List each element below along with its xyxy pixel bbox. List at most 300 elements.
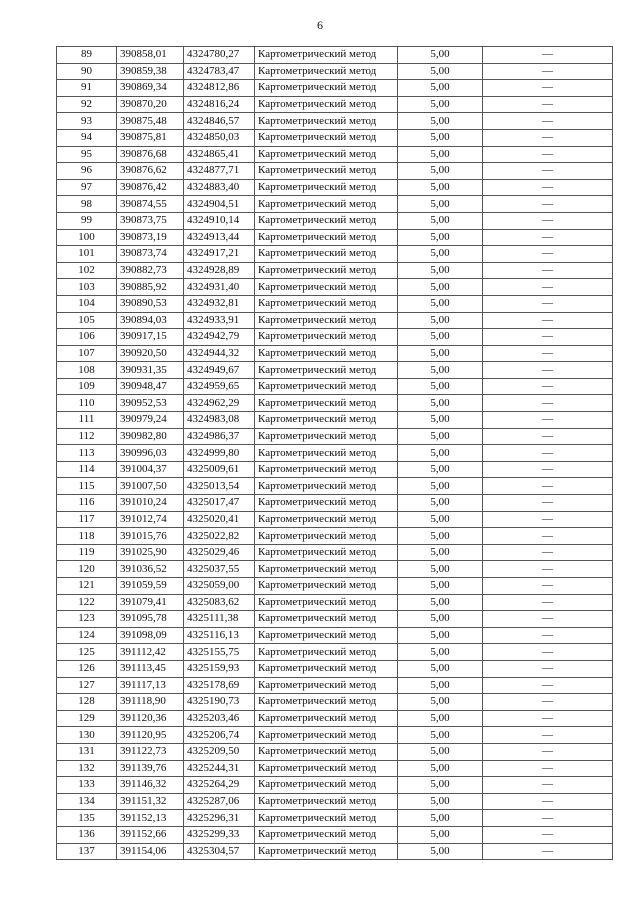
- point-number-cell: 93: [57, 113, 117, 130]
- description-cell: —: [483, 229, 613, 246]
- method-cell: Картометрический метод: [255, 743, 398, 760]
- y-coordinate-cell: 4324983,08: [184, 412, 255, 429]
- method-cell: Картометрический метод: [255, 295, 398, 312]
- x-coordinate-cell: 390876,68: [117, 146, 184, 163]
- table-row: [57, 96, 613, 113]
- method-cell: Картометрический метод: [255, 312, 398, 329]
- accuracy-cell: 5,00: [398, 212, 483, 229]
- description-cell: —: [483, 345, 613, 362]
- point-number-cell: 92: [57, 96, 117, 113]
- accuracy-cell: 5,00: [398, 312, 483, 329]
- table-row: [57, 146, 613, 163]
- x-coordinate-cell: 391139,76: [117, 760, 184, 777]
- y-coordinate-cell: 4324904,51: [184, 196, 255, 213]
- method-cell: Картометрический метод: [255, 445, 398, 462]
- y-coordinate-cell: 4324932,81: [184, 295, 255, 312]
- x-coordinate-cell: 391152,13: [117, 810, 184, 827]
- table-row: [57, 345, 613, 362]
- accuracy-cell: 5,00: [398, 793, 483, 810]
- y-coordinate-cell: 4324865,41: [184, 146, 255, 163]
- table-row: [57, 63, 613, 80]
- table-row: [57, 412, 613, 429]
- x-coordinate-cell: 390858,01: [117, 47, 184, 64]
- point-number-cell: 114: [57, 461, 117, 478]
- y-coordinate-cell: 4325059,00: [184, 578, 255, 595]
- point-number-cell: 136: [57, 826, 117, 843]
- accuracy-cell: 5,00: [398, 544, 483, 561]
- table-row: [57, 229, 613, 246]
- description-cell: —: [483, 362, 613, 379]
- accuracy-cell: 5,00: [398, 826, 483, 843]
- method-cell: Картометрический метод: [255, 594, 398, 611]
- y-coordinate-cell: 4325296,31: [184, 810, 255, 827]
- x-coordinate-cell: 390890,53: [117, 295, 184, 312]
- y-coordinate-cell: 4324816,24: [184, 96, 255, 113]
- y-coordinate-cell: 4324812,86: [184, 80, 255, 97]
- table-row: [57, 163, 613, 180]
- description-cell: —: [483, 428, 613, 445]
- description-cell: —: [483, 710, 613, 727]
- x-coordinate-cell: 391010,24: [117, 495, 184, 512]
- description-cell: —: [483, 810, 613, 827]
- table-row: [57, 544, 613, 561]
- y-coordinate-cell: 4324999,80: [184, 445, 255, 462]
- x-coordinate-cell: 391095,78: [117, 611, 184, 628]
- table-row: [57, 826, 613, 843]
- coordinates-table-body: [57, 47, 613, 860]
- x-coordinate-cell: 390952,53: [117, 395, 184, 412]
- x-coordinate-cell: 390873,19: [117, 229, 184, 246]
- method-cell: Картометрический метод: [255, 412, 398, 429]
- description-cell: —: [483, 760, 613, 777]
- point-number-cell: 94: [57, 129, 117, 146]
- y-coordinate-cell: 4325190,73: [184, 694, 255, 711]
- x-coordinate-cell: 390876,62: [117, 163, 184, 180]
- point-number-cell: 131: [57, 743, 117, 760]
- table-row: [57, 627, 613, 644]
- description-cell: —: [483, 594, 613, 611]
- accuracy-cell: 5,00: [398, 727, 483, 744]
- description-cell: —: [483, 611, 613, 628]
- x-coordinate-cell: 390882,73: [117, 262, 184, 279]
- description-cell: —: [483, 727, 613, 744]
- accuracy-cell: 5,00: [398, 760, 483, 777]
- table-row: [57, 246, 613, 263]
- table-row: [57, 495, 613, 512]
- y-coordinate-cell: 4325029,46: [184, 544, 255, 561]
- x-coordinate-cell: 391098,09: [117, 627, 184, 644]
- y-coordinate-cell: 4325013,54: [184, 478, 255, 495]
- y-coordinate-cell: 4324928,89: [184, 262, 255, 279]
- table-row: [57, 461, 613, 478]
- table-row: [57, 196, 613, 213]
- table-row: [57, 212, 613, 229]
- y-coordinate-cell: 4324962,29: [184, 395, 255, 412]
- x-coordinate-cell: 391036,52: [117, 561, 184, 578]
- table-row: [57, 810, 613, 827]
- accuracy-cell: 5,00: [398, 196, 483, 213]
- y-coordinate-cell: 4324959,65: [184, 378, 255, 395]
- method-cell: Картометрический метод: [255, 760, 398, 777]
- accuracy-cell: 5,00: [398, 80, 483, 97]
- method-cell: Картометрический метод: [255, 96, 398, 113]
- point-number-cell: 99: [57, 212, 117, 229]
- table-row: [57, 760, 613, 777]
- table-row: [57, 660, 613, 677]
- x-coordinate-cell: 390876,42: [117, 179, 184, 196]
- x-coordinate-cell: 391122,73: [117, 743, 184, 760]
- method-cell: Картометрический метод: [255, 710, 398, 727]
- description-cell: —: [483, 146, 613, 163]
- point-number-cell: 95: [57, 146, 117, 163]
- x-coordinate-cell: 390982,80: [117, 428, 184, 445]
- method-cell: Картометрический метод: [255, 279, 398, 296]
- point-number-cell: 116: [57, 495, 117, 512]
- description-cell: —: [483, 412, 613, 429]
- accuracy-cell: 5,00: [398, 129, 483, 146]
- x-coordinate-cell: 390875,48: [117, 113, 184, 130]
- table-row: [57, 727, 613, 744]
- y-coordinate-cell: 4324931,40: [184, 279, 255, 296]
- description-cell: —: [483, 677, 613, 694]
- y-coordinate-cell: 4325017,47: [184, 495, 255, 512]
- accuracy-cell: 5,00: [398, 743, 483, 760]
- accuracy-cell: 5,00: [398, 578, 483, 595]
- accuracy-cell: 5,00: [398, 395, 483, 412]
- point-number-cell: 128: [57, 694, 117, 711]
- y-coordinate-cell: 4324986,37: [184, 428, 255, 445]
- description-cell: —: [483, 63, 613, 80]
- point-number-cell: 105: [57, 312, 117, 329]
- y-coordinate-cell: 4325037,55: [184, 561, 255, 578]
- description-cell: —: [483, 80, 613, 97]
- table-row: [57, 528, 613, 545]
- x-coordinate-cell: 391120,36: [117, 710, 184, 727]
- method-cell: Картометрический метод: [255, 395, 398, 412]
- x-coordinate-cell: 390873,75: [117, 212, 184, 229]
- table-row: [57, 179, 613, 196]
- description-cell: —: [483, 395, 613, 412]
- method-cell: Картометрический метод: [255, 561, 398, 578]
- description-cell: —: [483, 627, 613, 644]
- point-number-cell: 104: [57, 295, 117, 312]
- y-coordinate-cell: 4325203,46: [184, 710, 255, 727]
- y-coordinate-cell: 4324783,47: [184, 63, 255, 80]
- accuracy-cell: 5,00: [398, 594, 483, 611]
- x-coordinate-cell: 390869,34: [117, 80, 184, 97]
- method-cell: Картометрический метод: [255, 47, 398, 64]
- description-cell: —: [483, 544, 613, 561]
- method-cell: Картометрический метод: [255, 544, 398, 561]
- accuracy-cell: 5,00: [398, 511, 483, 528]
- point-number-cell: 100: [57, 229, 117, 246]
- y-coordinate-cell: 4324942,79: [184, 329, 255, 346]
- point-number-cell: 112: [57, 428, 117, 445]
- y-coordinate-cell: 4325111,38: [184, 611, 255, 628]
- x-coordinate-cell: 390859,38: [117, 63, 184, 80]
- description-cell: —: [483, 378, 613, 395]
- description-cell: —: [483, 212, 613, 229]
- table-row: [57, 362, 613, 379]
- description-cell: —: [483, 660, 613, 677]
- method-cell: Картометрический метод: [255, 329, 398, 346]
- x-coordinate-cell: 391151,32: [117, 793, 184, 810]
- accuracy-cell: 5,00: [398, 428, 483, 445]
- table-row: [57, 694, 613, 711]
- x-coordinate-cell: 391118,90: [117, 694, 184, 711]
- table-row: [57, 279, 613, 296]
- y-coordinate-cell: 4325022,82: [184, 528, 255, 545]
- table-row: [57, 295, 613, 312]
- x-coordinate-cell: 390894,03: [117, 312, 184, 329]
- method-cell: Картометрический метод: [255, 694, 398, 711]
- y-coordinate-cell: 4324913,44: [184, 229, 255, 246]
- accuracy-cell: 5,00: [398, 495, 483, 512]
- x-coordinate-cell: 391120,95: [117, 727, 184, 744]
- method-cell: Картометрический метод: [255, 212, 398, 229]
- y-coordinate-cell: 4324877,71: [184, 163, 255, 180]
- description-cell: —: [483, 777, 613, 794]
- x-coordinate-cell: 391146,32: [117, 777, 184, 794]
- accuracy-cell: 5,00: [398, 777, 483, 794]
- y-coordinate-cell: 4324949,67: [184, 362, 255, 379]
- x-coordinate-cell: 391012,74: [117, 511, 184, 528]
- method-cell: Картометрический метод: [255, 146, 398, 163]
- table-row: [57, 578, 613, 595]
- point-number-cell: 121: [57, 578, 117, 595]
- accuracy-cell: 5,00: [398, 710, 483, 727]
- point-number-cell: 120: [57, 561, 117, 578]
- method-cell: Картометрический метод: [255, 113, 398, 130]
- table-row: [57, 793, 613, 810]
- accuracy-cell: 5,00: [398, 96, 483, 113]
- table-row: [57, 445, 613, 462]
- description-cell: —: [483, 528, 613, 545]
- y-coordinate-cell: 4324846,57: [184, 113, 255, 130]
- description-cell: —: [483, 196, 613, 213]
- description-cell: —: [483, 163, 613, 180]
- accuracy-cell: 5,00: [398, 528, 483, 545]
- method-cell: Картометрический метод: [255, 262, 398, 279]
- x-coordinate-cell: 391154,06: [117, 843, 184, 860]
- description-cell: —: [483, 644, 613, 661]
- method-cell: Картометрический метод: [255, 793, 398, 810]
- y-coordinate-cell: 4325287,06: [184, 793, 255, 810]
- point-number-cell: 90: [57, 63, 117, 80]
- accuracy-cell: 5,00: [398, 660, 483, 677]
- page-number: 6: [317, 18, 323, 32]
- method-cell: Картометрический метод: [255, 362, 398, 379]
- description-cell: —: [483, 246, 613, 263]
- description-cell: —: [483, 179, 613, 196]
- description-cell: —: [483, 694, 613, 711]
- table-row: [57, 777, 613, 794]
- x-coordinate-cell: 391117,13: [117, 677, 184, 694]
- accuracy-cell: 5,00: [398, 843, 483, 860]
- y-coordinate-cell: 4324910,14: [184, 212, 255, 229]
- accuracy-cell: 5,00: [398, 412, 483, 429]
- accuracy-cell: 5,00: [398, 378, 483, 395]
- accuracy-cell: 5,00: [398, 345, 483, 362]
- method-cell: Картометрический метод: [255, 196, 398, 213]
- y-coordinate-cell: 4324780,27: [184, 47, 255, 64]
- description-cell: —: [483, 561, 613, 578]
- method-cell: Картометрический метод: [255, 129, 398, 146]
- y-coordinate-cell: 4325206,74: [184, 727, 255, 744]
- y-coordinate-cell: 4324933,91: [184, 312, 255, 329]
- table-row: [57, 80, 613, 97]
- x-coordinate-cell: 390873,74: [117, 246, 184, 263]
- table-row: [57, 561, 613, 578]
- point-number-cell: 110: [57, 395, 117, 412]
- x-coordinate-cell: 391007,50: [117, 478, 184, 495]
- y-coordinate-cell: 4324944,32: [184, 345, 255, 362]
- accuracy-cell: 5,00: [398, 113, 483, 130]
- point-number-cell: 124: [57, 627, 117, 644]
- method-cell: Картометрический метод: [255, 777, 398, 794]
- x-coordinate-cell: 391025,90: [117, 544, 184, 561]
- description-cell: —: [483, 495, 613, 512]
- description-cell: —: [483, 826, 613, 843]
- point-number-cell: 122: [57, 594, 117, 611]
- x-coordinate-cell: 391015,76: [117, 528, 184, 545]
- point-number-cell: 135: [57, 810, 117, 827]
- table-row: [57, 677, 613, 694]
- y-coordinate-cell: 4325264,29: [184, 777, 255, 794]
- x-coordinate-cell: 390920,50: [117, 345, 184, 362]
- table-row: [57, 262, 613, 279]
- table-row: [57, 644, 613, 661]
- x-coordinate-cell: 390996,03: [117, 445, 184, 462]
- point-number-cell: 103: [57, 279, 117, 296]
- method-cell: Картометрический метод: [255, 428, 398, 445]
- table-row: [57, 843, 613, 860]
- table-row: [57, 378, 613, 395]
- y-coordinate-cell: 4325244,31: [184, 760, 255, 777]
- x-coordinate-cell: 390979,24: [117, 412, 184, 429]
- table-row: [57, 743, 613, 760]
- accuracy-cell: 5,00: [398, 461, 483, 478]
- x-coordinate-cell: 390875,81: [117, 129, 184, 146]
- accuracy-cell: 5,00: [398, 478, 483, 495]
- accuracy-cell: 5,00: [398, 810, 483, 827]
- x-coordinate-cell: 391113,45: [117, 660, 184, 677]
- accuracy-cell: 5,00: [398, 561, 483, 578]
- x-coordinate-cell: 391152,66: [117, 826, 184, 843]
- y-coordinate-cell: 4325178,69: [184, 677, 255, 694]
- accuracy-cell: 5,00: [398, 644, 483, 661]
- y-coordinate-cell: 4325159,93: [184, 660, 255, 677]
- x-coordinate-cell: 391059,59: [117, 578, 184, 595]
- point-number-cell: 117: [57, 511, 117, 528]
- y-coordinate-cell: 4324883,40: [184, 179, 255, 196]
- accuracy-cell: 5,00: [398, 677, 483, 694]
- x-coordinate-cell: 390885,92: [117, 279, 184, 296]
- point-number-cell: 130: [57, 727, 117, 744]
- table-row: [57, 113, 613, 130]
- description-cell: —: [483, 262, 613, 279]
- y-coordinate-cell: 4325020,41: [184, 511, 255, 528]
- y-coordinate-cell: 4325299,33: [184, 826, 255, 843]
- point-number-cell: 98: [57, 196, 117, 213]
- description-cell: —: [483, 47, 613, 64]
- point-number-cell: 106: [57, 329, 117, 346]
- description-cell: —: [483, 279, 613, 296]
- method-cell: Картометрический метод: [255, 63, 398, 80]
- point-number-cell: 133: [57, 777, 117, 794]
- point-number-cell: 101: [57, 246, 117, 263]
- description-cell: —: [483, 312, 613, 329]
- description-cell: —: [483, 113, 613, 130]
- description-cell: —: [483, 843, 613, 860]
- accuracy-cell: 5,00: [398, 627, 483, 644]
- method-cell: Картометрический метод: [255, 229, 398, 246]
- accuracy-cell: 5,00: [398, 694, 483, 711]
- method-cell: Картометрический метод: [255, 727, 398, 744]
- y-coordinate-cell: 4325083,62: [184, 594, 255, 611]
- method-cell: Картометрический метод: [255, 163, 398, 180]
- point-number-cell: 108: [57, 362, 117, 379]
- y-coordinate-cell: 4325116,13: [184, 627, 255, 644]
- x-coordinate-cell: 391004,37: [117, 461, 184, 478]
- point-number-cell: 132: [57, 760, 117, 777]
- method-cell: Картометрический метод: [255, 644, 398, 661]
- y-coordinate-cell: 4325209,50: [184, 743, 255, 760]
- description-cell: —: [483, 445, 613, 462]
- method-cell: Картометрический метод: [255, 495, 398, 512]
- point-number-cell: 119: [57, 544, 117, 561]
- table-row: [57, 329, 613, 346]
- table-row: [57, 395, 613, 412]
- accuracy-cell: 5,00: [398, 611, 483, 628]
- table-row: [57, 312, 613, 329]
- description-cell: —: [483, 295, 613, 312]
- point-number-cell: 118: [57, 528, 117, 545]
- point-number-cell: 111: [57, 412, 117, 429]
- table-row: [57, 611, 613, 628]
- point-number-cell: 127: [57, 677, 117, 694]
- table-row: [57, 710, 613, 727]
- method-cell: Картометрический метод: [255, 826, 398, 843]
- accuracy-cell: 5,00: [398, 63, 483, 80]
- table-row: [57, 129, 613, 146]
- method-cell: Картометрический метод: [255, 179, 398, 196]
- point-number-cell: 113: [57, 445, 117, 462]
- point-number-cell: 123: [57, 611, 117, 628]
- point-number-cell: 125: [57, 644, 117, 661]
- y-coordinate-cell: 4325009,61: [184, 461, 255, 478]
- point-number-cell: 115: [57, 478, 117, 495]
- x-coordinate-cell: 390870,20: [117, 96, 184, 113]
- method-cell: Картометрический метод: [255, 611, 398, 628]
- accuracy-cell: 5,00: [398, 279, 483, 296]
- method-cell: Картометрический метод: [255, 677, 398, 694]
- x-coordinate-cell: 390874,55: [117, 196, 184, 213]
- method-cell: Картометрический метод: [255, 345, 398, 362]
- point-number-cell: 126: [57, 660, 117, 677]
- description-cell: —: [483, 129, 613, 146]
- method-cell: Картометрический метод: [255, 511, 398, 528]
- x-coordinate-cell: 390917,15: [117, 329, 184, 346]
- description-cell: —: [483, 511, 613, 528]
- accuracy-cell: 5,00: [398, 47, 483, 64]
- point-number-cell: 96: [57, 163, 117, 180]
- accuracy-cell: 5,00: [398, 445, 483, 462]
- table-row: [57, 511, 613, 528]
- accuracy-cell: 5,00: [398, 246, 483, 263]
- x-coordinate-cell: 390931,35: [117, 362, 184, 379]
- x-coordinate-cell: 391112,42: [117, 644, 184, 661]
